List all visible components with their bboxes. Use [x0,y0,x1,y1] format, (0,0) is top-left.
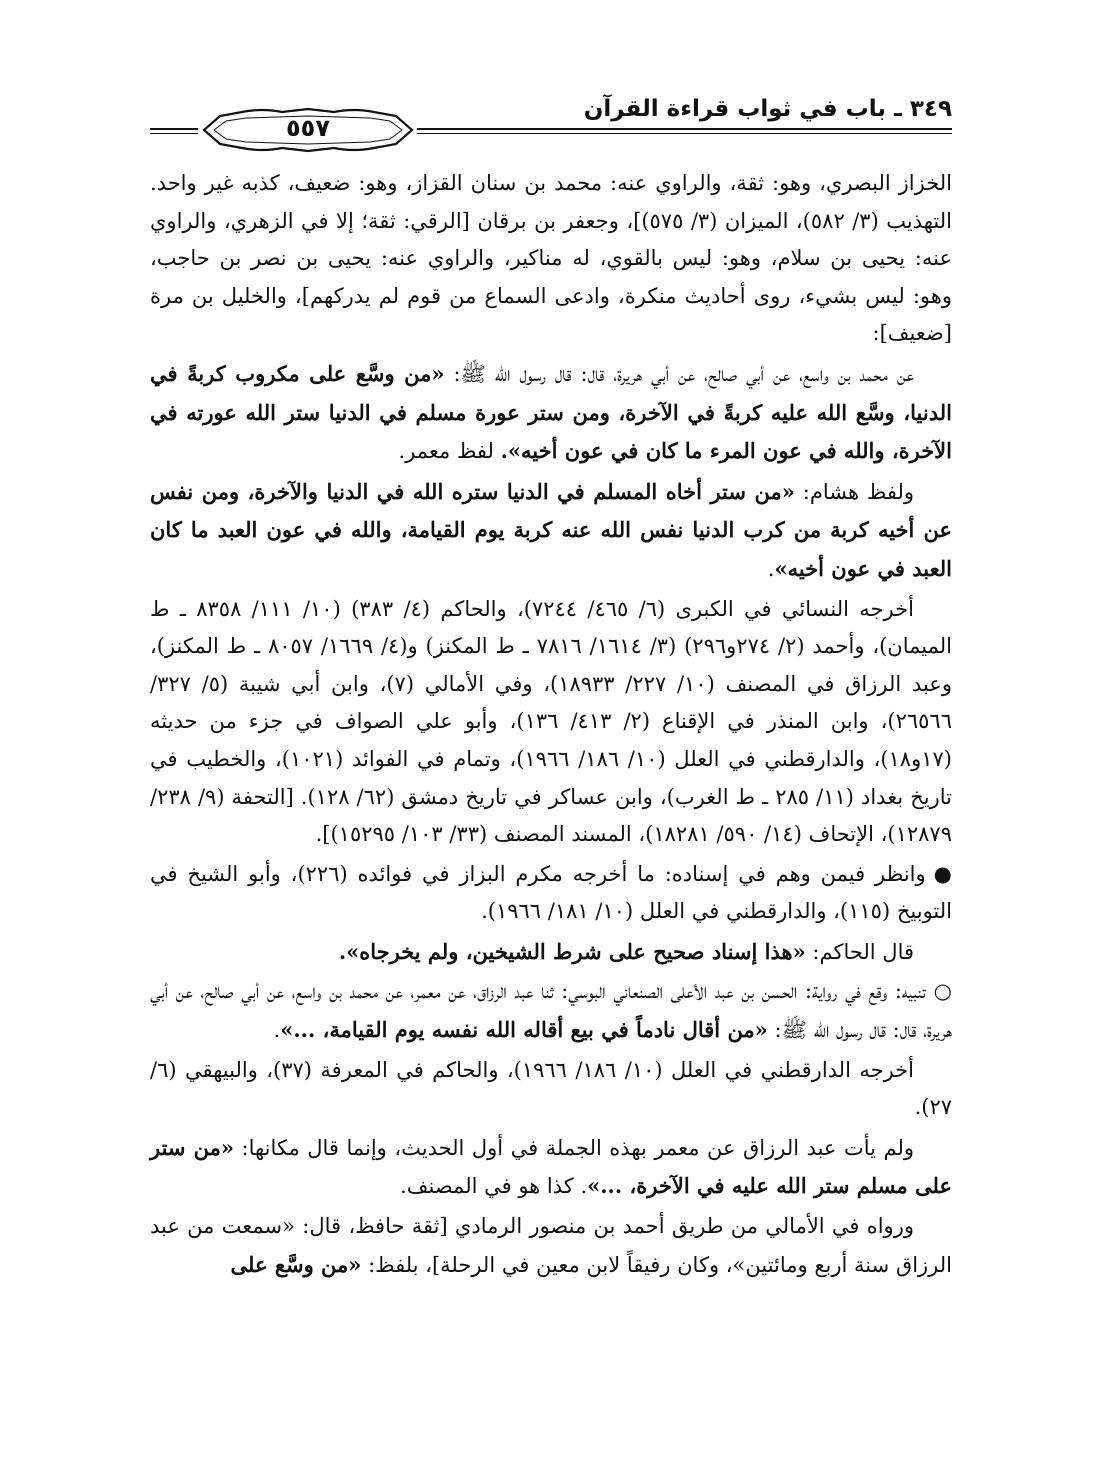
paragraph-9-text: ولم يأت عبد الرزاق عن معمر بهذه الجملة في أول الحديث، وإنما قال مكانها: [241,1135,914,1160]
chapter-title: ٣٤٩ ـ باب في ثواب قراءة القرآن [583,96,952,122]
paragraph-5 [150,856,952,931]
paragraph-4: أخرجه النسائي في الكبرى (٦/ ٤٦٥/ ٧٢٤٤)، والحاكم (٤/ ٣٨٣) (١٠/ ١١١/ ٨٣٥٨ ـ ط الميمان)، وأحمد (٢/ ٢٧٤و٢٩٦) (٣/ ١٦١٤/ ٧٨١٦ ـ ط المكنز) و(٤/ ١٦٦٩/ ٨٠٥٧ ـ ط المكنز)، وعبد الرزاق في المصنف (١٠/ ٢٢٧/ ١٨٩٣٣)، وفي الأمالي (٧)، وابن أبي شيبة (٥/ ٣٢٧/ ٢٦٥٦٦)، وابن المنذر في الإقناع (٢/ ٤١٣/ ١٣٦)، وأبو علي الصواف في جزء من حديثه (١٧و١٨)، والدارقطني في العلل (١٠/ ١٨٦/ ١٩٦٦)، وتمام في الفوائد (١٠٢١)، والخطيب في تاريخ بغداد (١١/ ٢٨٥ ـ ط الغرب)، وابن عساكر في تاريخ دمشق (٦٢/ ١٢٨). [التحفة (٩/ ٢٣٨/ ١٢٨٧٩)، الإتحاف (١٤/ ٥٩٠/ ١٨٢٨١)، المسند المصنف (٣٣/ ١٠٣/ ١٥٢٩٥)]. [150,596,952,847]
paragraph-10 [150,1208,952,1284]
hadith-note: لفظ معمر. [398,439,501,464]
paragraph-9-quote: «من ستر على مسلم ستر الله عليه في الآخرة، ...» [150,1134,952,1199]
paragraph-1: الخزاز البصري، وهو: ثقة، والراوي عنه: محمد بن سنان القزاز، وهو: ضعيف، كذبه غير واحد. التهذيب (٣/ ٥٨٢)، الميزان (٣/ ٥٧٥)]، وجعفر بن برقان [الرقي: ثقة؛ إلا في الزهري، والراوي عنه: يحيى بن سلام، وهو: ليس بالقوي، له مناكير، والراوي عنه: يحيى بن نصر بن حاجب، وهو: ليس بشيء، روى أحاديث منكرة، وادعى السماع من قوم لم يدركهم]، والخليل بن مرة [ضعيف]: [150,171,952,346]
paragraph-9 [150,1129,952,1206]
hakim-quote: «هذا إسناد صحيح على شرط الشيخين، ولم يخرجاه». [338,938,806,964]
header-rule-left-thin [150,133,198,134]
hadith-text: «من وسَّع على مكروب كربةً في الدنيا، وسَّع الله عليه كربةً في الآخرة، ومن ستر عورة مسلم في الدنيا ستر الله عورته في الآخرة، والله في عون المرء ما كان في عون أخيه». [150,360,952,464]
body-text [150,165,952,1284]
paragraph-2 [150,355,952,471]
paragraph-3 [150,473,952,589]
page-header [150,92,952,152]
paragraph-7 [150,973,952,1049]
header-rule-right [417,128,952,130]
paragraph-6 [150,933,952,972]
page-number-badge [202,106,414,154]
paragraph-5-text: وانظر فيمن وهم في إسناده: ما أخرجه مكرم البزاز في فوائده (٢٢٦)، وأبو الشيخ في التوبيخ (١١٥)، والدارقطني في العلل (١٠/ ١٨١/ ١٩٦٦). [150,861,952,924]
header-rule-right-thin [417,133,952,134]
hollow-bullet-icon: ○ [933,979,952,1004]
header-rule-left [150,128,198,130]
hadith-chain: عن محمد بن واسع، عن أبي صالح، عن أبي هريرة، قال: قال رسول الله ﷺ: [453,361,914,386]
filled-bullet-icon: ● [933,861,952,886]
hisham-intro: ولفظ هشام: [794,479,914,504]
note-end: . [273,1018,281,1043]
hisham-end: . [767,556,775,581]
paragraph-9-end: . كذا هو في المصنف. [400,1174,588,1199]
note-hadith: «من أقال نادماً في بيع أقاله الله نفسه يوم القيامة، ...» [280,1017,768,1043]
hakim-intro: قال الحاكم: [805,939,914,964]
paragraph-10-text: ورواه في الأمالي من طريق أحمد بن منصور الرمادي [ثقة حافظ، قال: «سمعت من عبد الرزاق سنة أربع ومائتين»، وكان رفيقاً لابن معين في الرحلة]، بلفظ: [150,1214,952,1277]
note-text: تنبيه: وقع في رواية: الحسن بن عبد الأعلى الصنعاني البوسي: ثنا عبد الرزاق، عن معمر، عن محمد بن واسع، عن أبي صالح، عن أبي هريرة، قال: قال رسول الله ﷺ: [150,979,952,1043]
paragraph-10-quote: «من وسَّع على [230,1251,362,1277]
paragraph-8: أخرجه الدارقطني في العلل (١٠/ ١٨٦/ ١٩٦٦)، والحاكم في المعرفة (٣٧)، والبيهقي (٦/ ٢٧). [150,1057,952,1120]
page-number: ٥٥٧ [286,114,330,142]
hisham-text: «من ستر أخاه المسلم في الدنيا ستره الله في الدنيا والآخرة، ومن نفس عن أخيه كربة من كرب الدنيا نفس الله عنه كربة يوم القيامة، والله في عون العبد ما كان العبد في عون أخيه» [150,478,952,581]
